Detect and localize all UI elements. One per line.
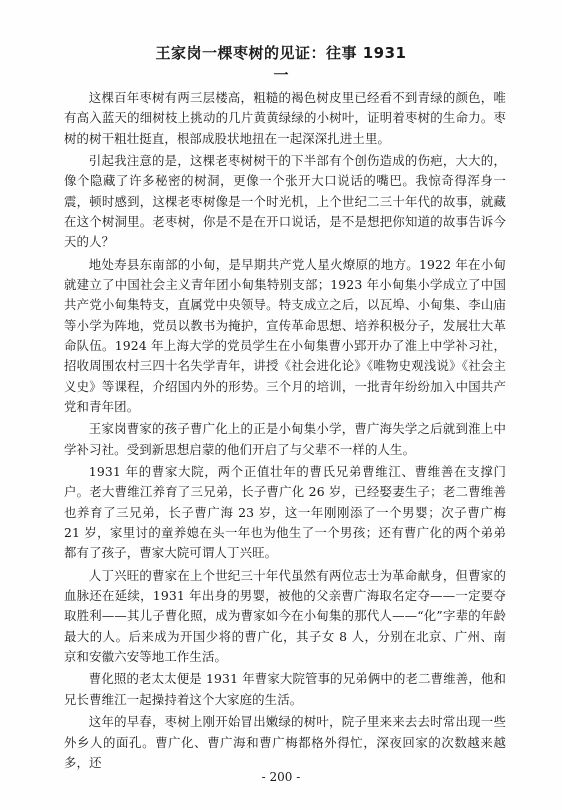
paragraph: 人丁兴旺的曹家在上个世纪三十年代虽然有两位志士为革命献身，但曹家的血脉还在延续，1931 年出身的男婴，被他的父亲曹广海取名定夺——一定要夺取胜利——其儿子曹化照，成为曹家如今在小甸集的那代人——“化”字辈的年龄最大的人。后来成为开国少将的曹广化，其子女 8 人，分别在北京、广州、南京和安徽六安等地工作生活。 [64, 567, 506, 664]
paragraph: 这年的早春，枣树上刚开始冒出嫩绿的树叶，院子里来来去去时常出现一些外乡人的面孔。曹广化、曹广海和曹广梅都格外得忙，深夜回家的次数越来越多，还 [64, 714, 506, 770]
paragraph: 王家岗曹家的孩子曹广化上的正是小甸集小学，曹广海失学之后就到淮上中学补习社。受到新思想启蒙的他们开启了与父辈不一样的人生。 [64, 421, 506, 457]
paragraph: 引起我注意的是，这棵老枣树树干的下半部有个创伤造成的伤疤，大大的，像个隐藏了许多秘密的树洞，更像一个张开大口说话的嘴巴。我惊奇得浑身一震，顿时感到，这棵老枣树像是一个时光机，上个世纪二三十年代的故事，就藏在这个树洞里。老枣树，你是不是在开口说话，是不是想把你知道的故事告诉今天的人？ [64, 153, 506, 250]
page-title: 王家岗一棵枣树的见证：往事 1931 [155, 44, 407, 62]
paragraph: 1931 年的曹家大院，两个正值壮年的曹氏兄弟曹维江、曹维善在支撑门户。老大曹维江养育了三兄弟，长子曹广化 26 岁，已经娶妻生子；老二曹维善也养育了三兄弟，长子曹广海 23 岁，这一年刚刚添了一个男婴；次子曹广梅 21 岁，家里讨的童养媳在头一年也为他生了一个男孩；还有曹广化的两个弟弟都有了孩子，曹家大院可谓人丁兴旺。 [64, 464, 506, 561]
paragraph: 地处寿县东南部的小甸，是早期共产党人星火燎原的地方。1922 年在小甸就建立了中国社会主义青年团小甸集特别支部；1923 年小甸集小学成立了中国共产党小甸集特支，直属党中央领导。特支成立之后，以瓦埠、小甸集、李山庙等小学为阵地，党员以教书为掩护，宣传革命思想、培养积极分子，发展壮大革命队伍。1924 年上海大学的党员学生在小甸集曹小郢开办了淮上中学补习社，招收周围农村三四十名失学青年，讲授《社会进化论》《唯物史观浅说》《社会主义史》等课程，介绍国内外的形势。三个月的培训，一批青年纷纷加入中国共产党和青年团。 [64, 256, 506, 414]
body-text [64, 88, 506, 775]
paragraph: 曹化照的老太太便是 1931 年曹家大院管事的兄弟俩中的老二曹维善，他和兄长曹维江一起操持着这个大家庭的生活。 [64, 671, 506, 707]
page-number: - 200 - [261, 770, 301, 784]
section-number: 一 [273, 66, 289, 84]
paragraph: 这棵百年枣树有两三层楼高，粗糙的褐色树皮里已经看不到青绿的颜色，唯有高入蓝天的细树枝上挑动的几片黄黄绿绿的小树叶，证明着枣树的生命力。枣树的树干粗壮挺直，根部成股状地扭在一起深深扎进土里。 [64, 90, 506, 146]
